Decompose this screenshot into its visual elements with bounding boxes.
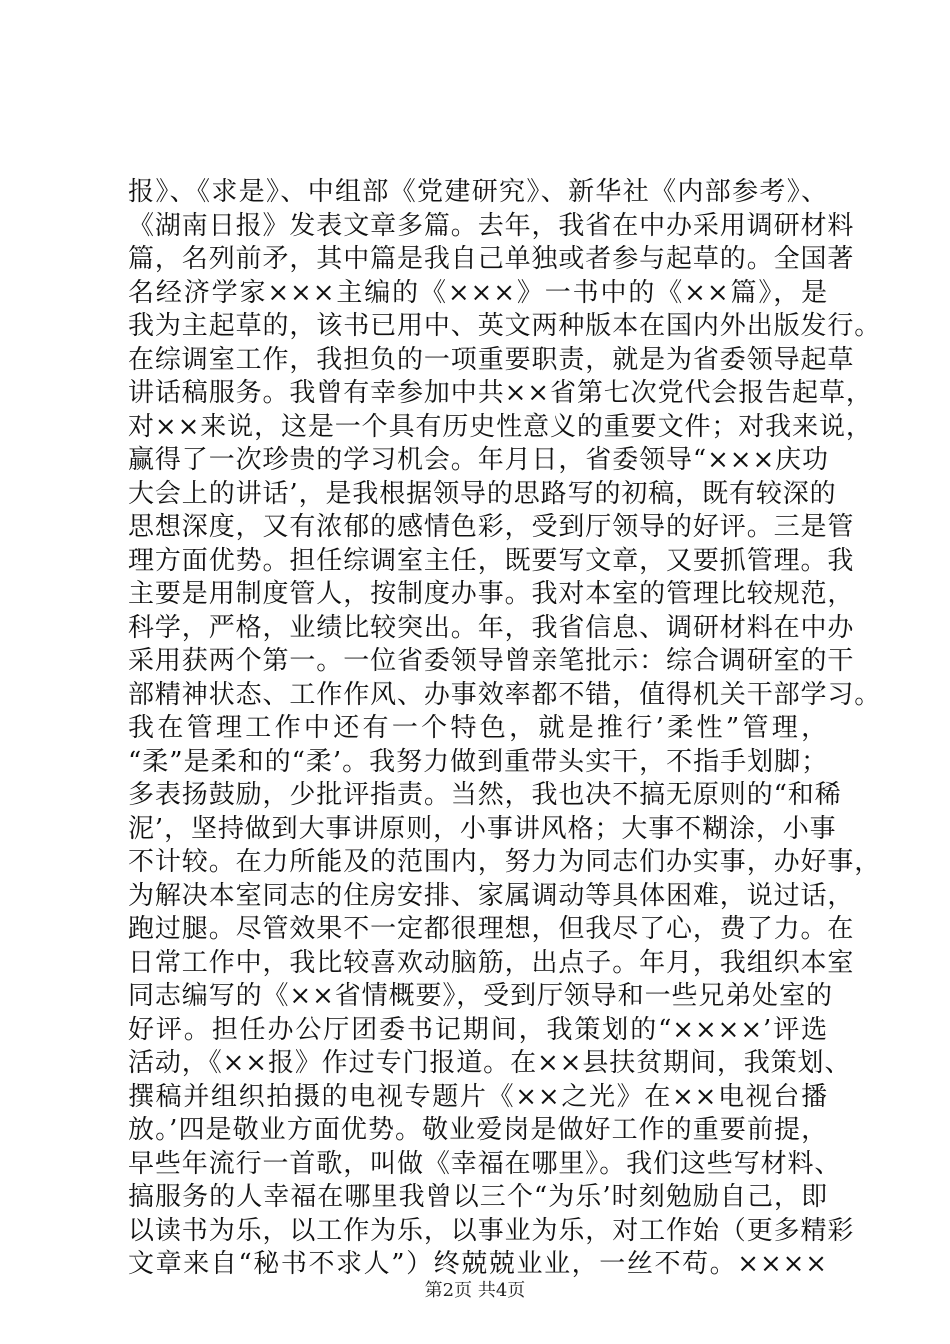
text-line: 科学，严格，业绩比较突出。年，我省信息、调研材料在中办 [128, 612, 855, 643]
page-number-footer: 第2页 共4页 [424, 1280, 526, 1301]
text-line: 部精神状态、工作作风、办事效率都不错，值得机关干部学习。 [128, 679, 882, 710]
text-line: 思想深度，又有浓郁的感情色彩，受到厅领导的好评。三是管 [128, 512, 855, 542]
text-line: 撰稿并组织拍摄的电视专题片《××之光》在××电视台播 [128, 1081, 828, 1112]
text-line: 跑过腿。尽管效果不一定都很理想，但我尽了心，费了力。在 [128, 914, 855, 944]
text-line: 主要是用制度管人，按制度办事。我对本室的管理比较规范， [128, 579, 855, 609]
text-line: 我在管理工作中还有一个特色，就是推行’柔性”管理， [128, 713, 828, 743]
text-line: 报》、《求是》、中组部《党建研究》、新华社《内部参考》、 [128, 177, 828, 207]
text-line: 不计较。在力所能及的范围内，努力为同志们办实事，办好事， [128, 847, 882, 877]
text-line: 赢得了一次珍贵的学习机会。年月日，省委领导“×××庆功 [128, 445, 829, 475]
text-line: 早些年流行一首歌，叫做《幸福在哪里》。我们这些写材料、 [128, 1148, 842, 1179]
text-line: 名经济学家×××主编的《×××》一书中的《××篇》，是 [128, 277, 828, 308]
text-line: 活动，《××报》作过专门报道。在××县扶贫期间，我策划、 [128, 1048, 852, 1078]
text-line: 在综调室工作，我担负的一项重要职责，就是为省委领导起草 [128, 344, 855, 375]
text-line: 我为主起草的，该书已用中、英文两种版本在国内外出版发行。 [128, 311, 882, 341]
text-line: 泥’，坚持做到大事讲原则，小事讲风格；大事不糊涂，小事 [128, 813, 837, 844]
text-line: 讲话稿服务。我曾有幸参加中共××省第七次党代会报告起草， [128, 378, 873, 408]
text-line: 理方面优势。担任综调室主任，既要写文章，又要抓管理。我 [128, 545, 855, 576]
text-line: 《湖南日报》发表文章多篇。去年，我省在中办采用调研材料 [128, 210, 855, 241]
text-line: 采用获两个第一。一位省委领导曾亲笔批示：综合调研室的干 [128, 646, 855, 676]
text-line: 好评。担任办公厅团委书记期间，我策划的“××××’评选 [128, 1014, 828, 1045]
text-line: 放。’四是敬业方面优势。敬业爱岗是做好工作的重要前提， [128, 1115, 828, 1145]
text-line: 大会上的讲话’，是我根据领导的思路写的初稿，既有较深的 [128, 478, 837, 509]
text-line: 对××来说，这是一个具有历史性意义的重要文件；对我来说， [128, 411, 873, 442]
text-line: 篇，名列前矛，其中篇是我自己单独或者参与起草的。全国著 [128, 244, 855, 274]
text-line: “柔”是柔和的“柔’。我努力做到重带头实干，不指手划脚； [128, 746, 828, 777]
text-line: 同志编写的《××省情概要》，受到厅领导和一些兄弟处室的 [128, 981, 833, 1011]
text-line: 文章来自“秘书不求人”）终兢兢业业，一丝不苟。×××× [128, 1249, 828, 1279]
text-line: 多表扬鼓励，少批评指责。当然，我也决不搞无原则的“和稀 [128, 780, 842, 810]
text-line: 为解决本室同志的住房安排、家属调动等具体困难，说过话， [128, 880, 855, 911]
text-line: 以读书为乐，以工作为乐，以事业为乐，对工作始（更多精彩 [128, 1215, 855, 1246]
body-text [128, 176, 882, 1282]
text-line: 搞服务的人幸福在哪里我曾以三个“为乐’时刻勉励自己，即 [128, 1182, 828, 1212]
text-line: 日常工作中，我比较喜欢动脑筋，出点子。年月，我组织本室 [128, 947, 855, 978]
